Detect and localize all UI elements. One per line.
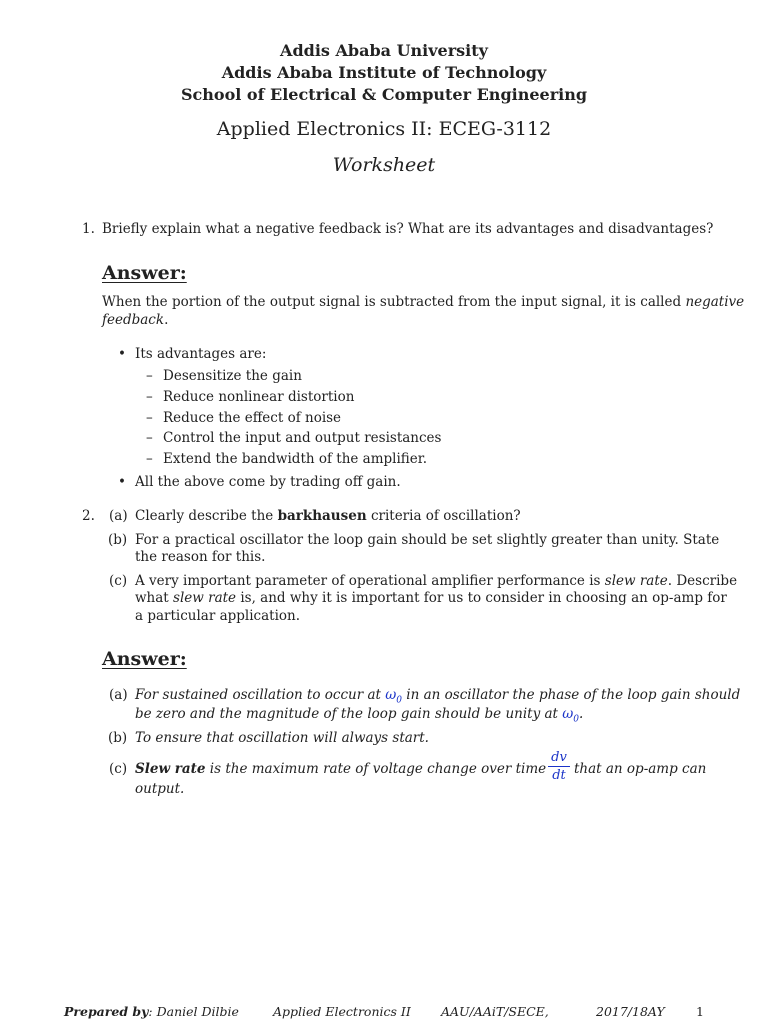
advantages-label: Its advantages are: <box>135 346 267 362</box>
a2c-bold: Slew rate <box>135 761 206 777</box>
tradeoff-text: All the above come by trading off gain. <box>135 474 401 490</box>
q2c-line1-em: slew rate <box>604 573 668 589</box>
a2a-line2 <box>135 705 583 729</box>
advantage-item: Desensitize the gain <box>163 368 302 384</box>
omega-symbol <box>385 687 402 706</box>
a2c-line1 <box>135 760 546 778</box>
a2c-line2: output. <box>135 781 185 797</box>
q2b-label: (b) <box>108 532 128 548</box>
q2c-line2-em: slew rate <box>173 590 237 606</box>
fraction-bar <box>548 766 570 767</box>
footer-course: Applied Electronics II <box>273 1004 411 1019</box>
worksheet-title: Worksheet <box>332 154 436 176</box>
answer-2-heading: Answer: <box>102 648 187 670</box>
bullet: • <box>118 474 126 490</box>
a2a-line1-post: in an oscillator the phase of the loop gain should <box>406 687 741 703</box>
q2a-label: (a) <box>109 508 128 524</box>
q2c-line2-pre: what <box>135 590 169 606</box>
a2c-line1-pre: is the maximum rate of voltage change over time <box>209 761 547 777</box>
a2a-line2-post: . <box>579 706 584 722</box>
a2b-text: To ensure that oscillation will always start. <box>135 730 429 746</box>
q2c-label: (c) <box>109 573 128 589</box>
dash: – <box>146 410 153 426</box>
bullet: • <box>118 346 126 362</box>
a1-intro-line2 <box>102 311 168 329</box>
university-name: Addis Ababa University <box>280 41 488 60</box>
a2a-line2-pre: be zero and the magnitude of the loop gain should be unity at <box>135 706 558 722</box>
q2-number: 2. <box>82 508 95 524</box>
advantage-item: Extend the bandwidth of the amplifier. <box>163 451 428 467</box>
dash: – <box>146 389 153 405</box>
a2a-label: (a) <box>109 687 128 703</box>
a1-intro-em1: negative <box>685 294 745 310</box>
footer-prepared-name: : Daniel Dilbie <box>148 1004 239 1019</box>
institute-name: Addis Ababa Institute of Technology <box>221 63 547 82</box>
school-name: School of Electrical & Computer Engineering <box>180 85 588 104</box>
footer-year: 2017/18AY <box>596 1004 665 1019</box>
dash: – <box>146 451 153 467</box>
q1-text: Briefly explain what a negative feedback is? What are its advantages and disadvantages? <box>102 221 714 237</box>
dash: – <box>146 430 153 446</box>
q2a-bold: barkhausen <box>277 508 367 524</box>
a1-intro-text: When the portion of the output signal is subtracted from the input signal, it is called <box>102 294 682 310</box>
omega-glyph: ω <box>562 706 574 722</box>
omega-symbol <box>562 706 580 725</box>
q1-number: 1. <box>82 221 95 237</box>
q2c-line3: a particular application. <box>135 608 301 624</box>
q2c-line1-pre: A very important parameter of operational amplifier performance is <box>135 573 601 589</box>
advantage-item: Reduce the effect of noise <box>163 410 342 426</box>
omega-subscript: 0 <box>396 695 402 706</box>
q2a-pre: Clearly describe the <box>135 508 274 524</box>
footer-prepared-label: Prepared by <box>64 1004 149 1019</box>
q2b-line1: For a practical oscillator the loop gain should be set slightly greater than unity. State <box>135 532 720 548</box>
footer-prepared <box>64 1004 239 1019</box>
course-title: Applied Electronics II: ECEG-3112 <box>216 118 552 140</box>
dash: – <box>146 368 153 384</box>
fraction-numerator: dv <box>551 750 567 765</box>
dv-dt-fraction <box>548 750 570 783</box>
q2b-line2: the reason for this. <box>135 549 266 565</box>
omega-subscript: 0 <box>573 714 580 725</box>
footer-dept: AAU/AAiT/SECE, <box>441 1004 549 1019</box>
advantage-item: Reduce nonlinear distortion <box>163 389 355 405</box>
a1-intro-end: . <box>164 312 169 328</box>
q2a-post: criteria of oscillation? <box>370 508 521 524</box>
advantage-item: Control the input and output resistances <box>163 430 442 446</box>
a1-intro-em2: feedback <box>102 312 165 328</box>
a2a-line1-pre: For sustained oscillation to occur at <box>135 687 381 703</box>
omega-glyph: ω <box>385 687 397 703</box>
a2c-label: (c) <box>109 761 128 777</box>
answer-1-heading: Answer: <box>102 262 187 284</box>
a2b-label: (b) <box>108 730 128 746</box>
q2c-line1-post: . Describe <box>667 573 738 589</box>
q2c-line2-post: is, and why it is important for us to consider in choosing an op-amp for <box>240 590 727 606</box>
q2c-line2 <box>135 589 727 607</box>
a1-intro-line1 <box>102 293 744 311</box>
a2c-line1-post: that an op-amp can <box>574 761 707 777</box>
page-number: 1 <box>696 1004 704 1019</box>
fraction-denominator: dt <box>552 768 566 783</box>
q2a-text <box>135 507 521 525</box>
q2c-line1 <box>135 572 737 590</box>
